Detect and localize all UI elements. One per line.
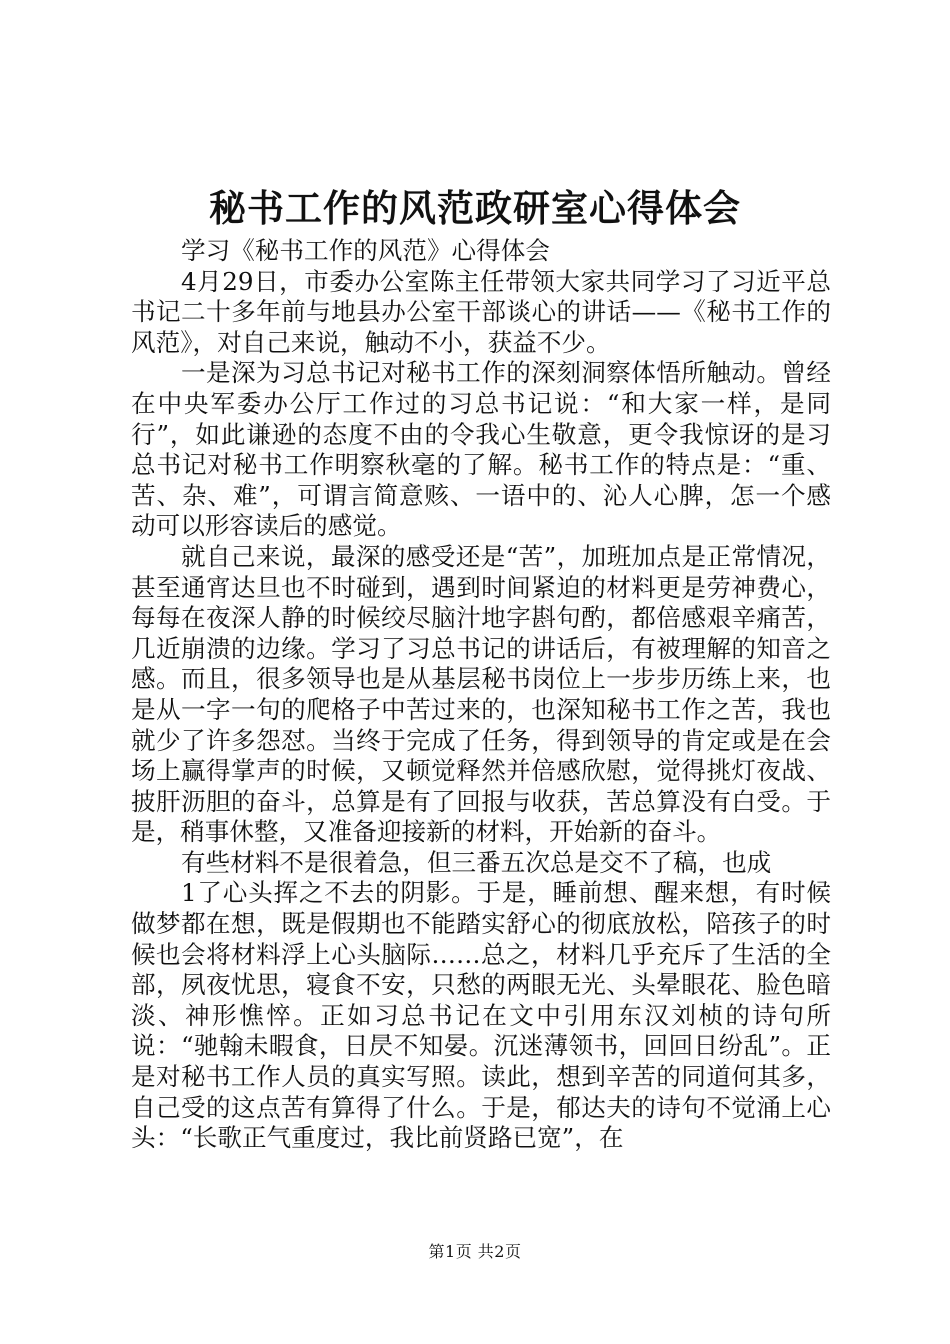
paragraph-subtitle: 学习《秘书工作的风范》心得体会 xyxy=(181,236,550,265)
paragraph-hardship: 就自己来说，最深的感受还是“苦”，加班加点是正常情况，甚至通宵达旦也不时碰到，遇到时间紧迫的材料更是劳神费心，每每在夜深人静的时候绞尽脑汁地字斟句酌，都倍感艰辛痛苦，几近崩溃的边缘。学习了习总书记的讲话后，有被理解的知音之感。而且，很多领导也是从基层秘书岗位上一步步历练上来，也是从一字一句的爬格子中苦过来的，也深知秘书工作之苦，我也就少了许多怨怼。当终于完成了任务，得到领导的肯定或是在会场上赢得掌声的时候，又顿觉释然并倍感欣慰，觉得挑灯夜战、披肝沥胆的奋斗，总算是有了回报与收获，苦总算没有白受。于是，稍事休整，又准备迎接新的材料，开始新的奋斗。 xyxy=(131,541,831,847)
paragraph-shadow: 1了心头挥之不去的阴影。于是，睡前想、醒来想，有时候做梦都在想，既是假期也不能踏实舒心的彻底放松，陪孩子的时候也会将材料浮上心头脑际……总之，材料几乎充斥了生活的全部，夙夜忧思，寝食不安，只愁的两眼无光、头晕眼花、脸色暗淡、神形憔悴。正如习总书记在文中引用东汉刘桢的诗句所说：“驰翰未暇食，日昃不知晏。沉迷薄领书，回回日纷乱”。正是对秘书工作人员的真实写照。读此，想到辛苦的同道何其多，自己受的这点苦有算得了什么。于是，郁达夫的诗句不觉涌上心头：“长歌正气重度过，我比前贤路已宽”，在 xyxy=(131,878,831,1153)
page-footer: 第1页 共2页 xyxy=(428,1242,522,1261)
paragraph-intro: 4月29日，市委办公室陈主任带领大家共同学习了习近平总书记二十多年前与地县办公室干部谈心的讲话——《秘书工作的风范》，对自己来说，触动不小，获益不少。 xyxy=(131,266,831,357)
paragraph-point-one: 一是深为习总书记对秘书工作的深刻洞察体悟所触动。曾经在中央军委办公厅工作过的习总书记说：“和大家一样，是同行”，如此谦逊的态度不由的令我心生敬意，更令我惊讶的是习总书记对秘书工作明察秋毫的了解。秘书工作的特点是：“重、苦、杂、难”，可谓言简意赅、一语中的、沁人心脾，怎一个感动可以形容读后的感觉。 xyxy=(131,358,831,541)
document-title: 秘书工作的风范政研室心得体会 xyxy=(209,186,741,230)
paragraph-materials: 有些材料不是很着急，但三番五次总是交不了稿，也成 xyxy=(181,847,772,877)
document-body xyxy=(131,236,831,1154)
